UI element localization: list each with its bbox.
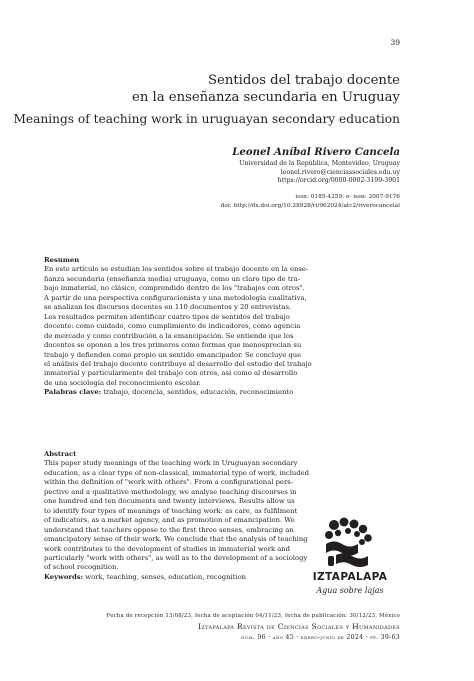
publication-dates: Fecha de recepción 13/08/23, fecha de aceptación 04/11/23, fecha de publicación: 30/12/23, México [106, 613, 400, 619]
resumen-section [44, 256, 430, 398]
resumen-line: ñanza secundaria (enseñanza media) uruguaya, como un claro tipo de tra- [44, 274, 301, 283]
resumen-heading: Resumen [44, 256, 80, 264]
resumen-line: En este artículo se estudian los sentidos sobre el trabajo docente en la ense- [44, 265, 309, 274]
article-title-english: Meanings of teaching work in uruguayan secondary education [13, 112, 400, 126]
journal-name: Iztapalapa Revista de Ciencias Sociales y Humanidades [198, 622, 400, 631]
author-email[interactable]: leonel.rivero@cienciassociales.edu.uy [280, 168, 400, 176]
resumen-line: A partir de una perspectiva configuracionista y una metodología cualitativa, [44, 293, 307, 302]
abstract-line: of indicators, as a market agency, and as promotion of emancipation. We [44, 516, 295, 525]
article-title-spanish [132, 72, 400, 106]
abstract-line: particularly "work with others", as well as to the development of a sociology [44, 553, 308, 562]
abstract-line: understand that teachers oppose to the first three senses, embracing an [44, 525, 294, 534]
resumen-line: de mercado y como contribución a la emancipación. Se entiende que los [44, 331, 294, 340]
title-es-line: Sentidos del trabajo docente [207, 73, 400, 88]
abstract-line: education, as a clear type of non-classical, immaterial type of work, included [44, 468, 310, 477]
page-number: 39 [390, 38, 400, 47]
issue-info: núm. 96 · año 45 · enero-junio de 2024 · pp. 39-63 [241, 634, 400, 641]
publication-identifiers [221, 193, 400, 211]
iztapalapa-logo [300, 517, 398, 627]
resumen-line: trabajo y defienden como propio un sentido emancipador. Se concluye que [44, 350, 302, 359]
resumen-line: el análisis del trabajo docente contribuye al desarrollo del estudio del trabajo [44, 359, 312, 368]
abstract-line: to identify four types of meanings of teaching work: as care, as fulfilment [44, 506, 298, 515]
resumen-line: inmaterial y particularmente del trabajo con otros, así como al desarrollo [44, 369, 298, 378]
resumen-line: docentes se oponen a los tres primeros como formas que menosprecian su [44, 341, 302, 350]
issn: issn: 0185-4259; e- issn: 2007-9176 [295, 194, 400, 200]
author-block [232, 146, 400, 186]
abstract-line: one hundred and ten documents and twenty interviews. Results allow us [44, 497, 295, 506]
author-name: Leonel Aníbal Rivero Cancela [232, 146, 400, 158]
abstract-line: pective and a qualitative methodology, we analyse teaching discourses in [44, 487, 297, 496]
abstract-body [44, 459, 310, 572]
author-affiliation: Universidad de la República, Montevideo, Uruguay [239, 160, 400, 167]
abstract-line: of school recognition. [44, 563, 119, 572]
resumen-line: se analizan los discursos docentes en 110 documentos y 20 entrevistas. [44, 303, 292, 312]
resumen-line: bajo inmaterial, no clásico, comprendido dentro de los "trabajos con otros". [44, 284, 305, 293]
keywords-label-es: Palabras clave: [44, 388, 102, 397]
abstract-line: within the definition of "work with others". From a configurational pers- [44, 478, 293, 487]
title-es-line: en la enseñanza secundaria en Uruguay [132, 90, 400, 105]
resumen-keywords [44, 388, 430, 397]
abstract-heading: Abstract [44, 450, 77, 458]
abstract-section [44, 450, 310, 582]
abstract-line: work contributes to the development of studies in immaterial work and [44, 544, 291, 553]
abstract-line: emancipatory sense of their work. We conclude that the analysis of teaching [44, 535, 308, 544]
author-orcid[interactable]: https://orcid.org/0000-0002-3199-3901 [277, 177, 400, 185]
resumen-line: de una sociología del reconocimiento escolar. [44, 378, 201, 387]
abstract-line: This paper study meanings of the teaching work in Uruguayan secondary [44, 459, 298, 468]
page-footer [107, 613, 400, 641]
keywords-en: work, teaching, senses, education, recognition [85, 572, 247, 581]
iztapalapa-glyph-icon [322, 517, 376, 569]
doi-link[interactable]: doi: http://dx.doi.org/10.28928/ri/962024/atc2/riverocancelal [220, 203, 400, 209]
keywords-es: trabajo, docencia, sentidos, educación, reconocimiento [103, 388, 294, 397]
resumen-line: docente: como cuidado, como cumplimiento de indicadores, como agencia [44, 322, 301, 331]
abstract-keywords [44, 573, 302, 582]
logo-motto: Agua sobre lajas [316, 586, 384, 595]
keywords-label-en: Keywords: [44, 572, 84, 581]
resumen-line: Los resultados permiten identificar cuatro tipos de sentidos del trabajo [44, 312, 290, 321]
resumen-body [44, 265, 430, 388]
logo-name: IZTAPALAPA [312, 571, 388, 583]
